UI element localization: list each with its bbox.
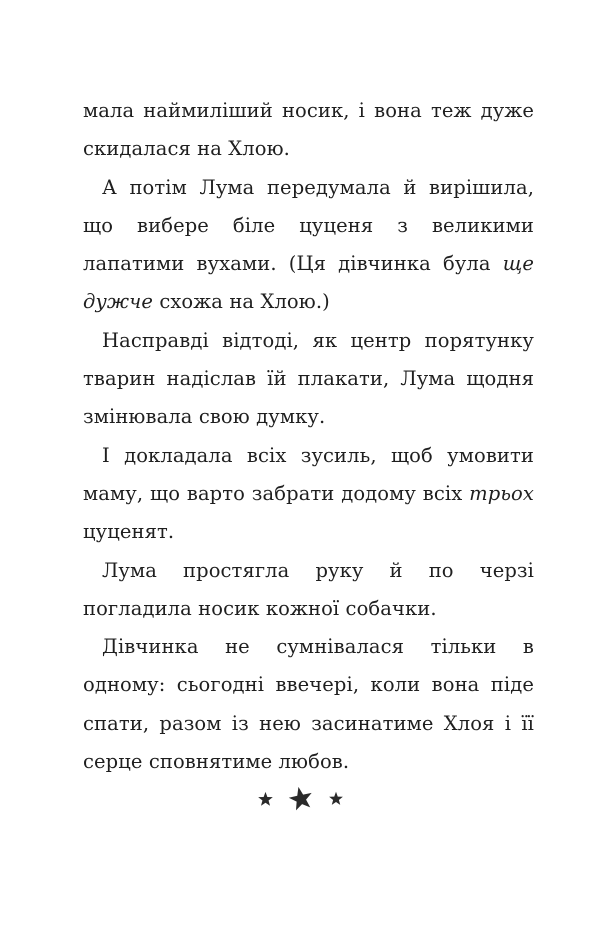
paragraph-5: Лума простягла руку й по черзі погладила носик кожної собачки. <box>83 558 534 620</box>
paragraph-2-emphasis: ще дужче <box>83 252 534 314</box>
paragraph-4 <box>83 437 534 552</box>
small-star-icon <box>328 791 344 807</box>
small-star-icon <box>257 791 274 808</box>
book-page-text <box>83 92 534 781</box>
paragraph-2 <box>83 169 534 322</box>
paragraph-2-text-start: А потім Лума передумала й вирішила, що вибере біле цуценя з великими лапатими вухами. (Ця дівчинка була <box>83 175 534 276</box>
paragraph-2-text-end: схожа на Хлою.) <box>153 290 330 314</box>
paragraph-4-emphasis: трьох <box>469 481 534 505</box>
paragraph-3: Насправді відтоді, як центр порятунку тварин надіслав їй плакати, Лума щодня змінювала свою думку. <box>83 328 534 429</box>
section-divider-ornament <box>0 786 600 812</box>
paragraph-4-text-start: І докладала всіх зусиль, щоб умовити маму, що варто забрати додому всіх <box>83 443 534 505</box>
paragraph-4-text-end: цуценят. <box>83 520 175 544</box>
paragraph-1: мала наймиліший носик, і вона теж дуже скидалася на Хлою. <box>83 99 534 161</box>
paragraph-6: Дівчинка не сумнівалася тільки в одному: сьогодні ввечері, коли вона піде спати, разом із нею засинатиме Хлоя і її серце сповнятиме любов. <box>83 635 534 774</box>
large-star-icon <box>288 786 314 812</box>
